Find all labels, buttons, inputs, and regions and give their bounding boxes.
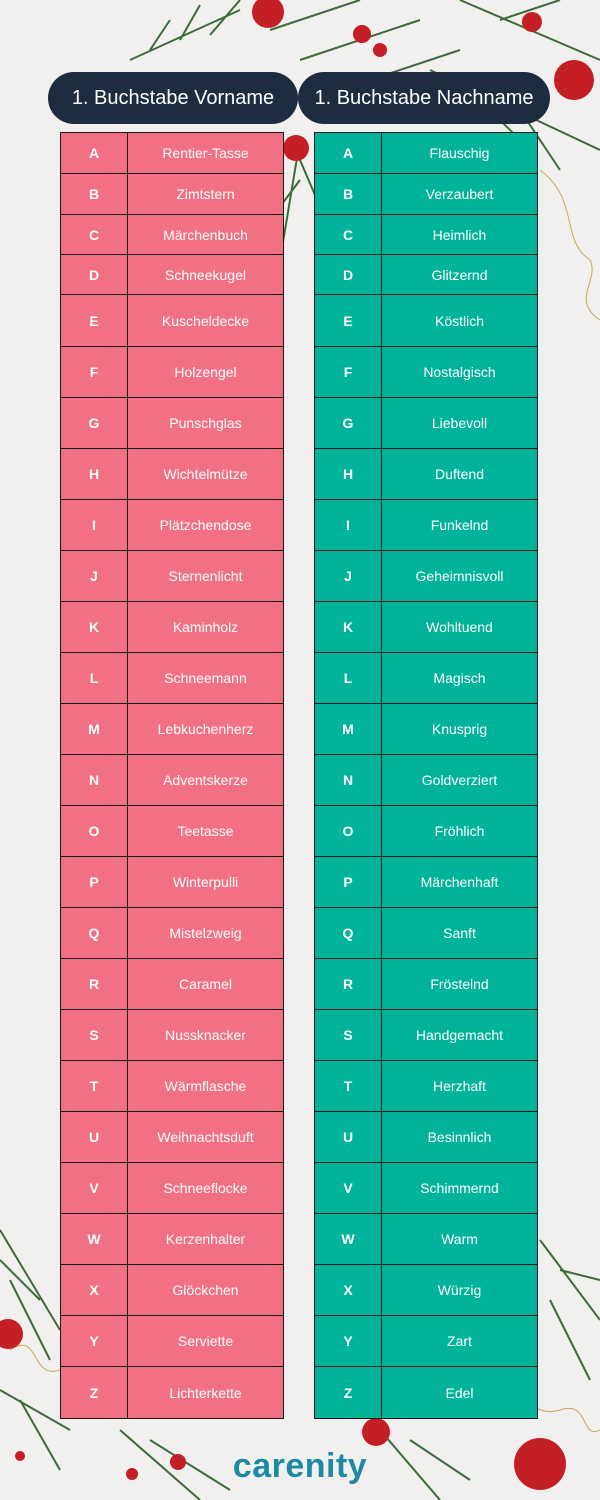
last-name-word-cell: Zart bbox=[382, 1316, 537, 1366]
last-name-letter-cell: M bbox=[315, 704, 382, 754]
first-name-word-cell: Kaminholz bbox=[128, 602, 283, 652]
table-row bbox=[61, 704, 283, 755]
first-name-word-cell: Schneekugel bbox=[128, 255, 283, 294]
last-name-word-cell: Nostalgisch bbox=[382, 347, 537, 397]
last-name-word-cell: Wohltuend bbox=[382, 602, 537, 652]
last-name-letter-cell: J bbox=[315, 551, 382, 601]
first-name-letter-cell: P bbox=[61, 857, 128, 907]
table-row bbox=[315, 908, 537, 959]
last-name-letter-cell: I bbox=[315, 500, 382, 550]
last-name-letter-cell: H bbox=[315, 449, 382, 499]
last-name-letter-cell: R bbox=[315, 959, 382, 1009]
first-name-letter-cell: A bbox=[61, 133, 128, 173]
first-name-word-cell: Caramel bbox=[128, 959, 283, 1009]
first-name-letter-cell: S bbox=[61, 1010, 128, 1060]
table-row bbox=[315, 133, 537, 174]
table-row bbox=[315, 255, 537, 295]
last-name-letter-cell: Z bbox=[315, 1367, 382, 1418]
table-row bbox=[315, 755, 537, 806]
last-name-letter-cell: L bbox=[315, 653, 382, 703]
last-name-letter-cell: A bbox=[315, 133, 382, 173]
table-row bbox=[61, 551, 283, 602]
first-name-table bbox=[60, 132, 284, 1419]
first-name-word-cell: Adventskerze bbox=[128, 755, 283, 805]
first-name-word-cell: Mistelzweig bbox=[128, 908, 283, 958]
last-name-letter-cell: C bbox=[315, 215, 382, 254]
table-row bbox=[315, 1214, 537, 1265]
first-name-word-cell: Wärmflasche bbox=[128, 1061, 283, 1111]
last-name-word-cell: Köstlich bbox=[382, 295, 537, 346]
first-name-letter-cell: O bbox=[61, 806, 128, 856]
first-name-letter-cell: G bbox=[61, 398, 128, 448]
last-name-letter-cell: D bbox=[315, 255, 382, 294]
first-name-word-cell: Glöckchen bbox=[128, 1265, 283, 1315]
first-name-letter-cell: W bbox=[61, 1214, 128, 1264]
first-name-letter-cell: M bbox=[61, 704, 128, 754]
first-name-word-cell: Winterpulli bbox=[128, 857, 283, 907]
first-name-letter-cell: I bbox=[61, 500, 128, 550]
last-name-letter-cell: E bbox=[315, 295, 382, 346]
table-row bbox=[61, 959, 283, 1010]
last-name-table bbox=[314, 132, 538, 1419]
last-name-letter-cell: K bbox=[315, 602, 382, 652]
first-name-word-cell: Serviette bbox=[128, 1316, 283, 1366]
last-name-word-cell: Märchenhaft bbox=[382, 857, 537, 907]
last-name-word-cell: Fröhlich bbox=[382, 806, 537, 856]
last-name-word-cell: Funkelnd bbox=[382, 500, 537, 550]
last-name-word-cell: Handgemacht bbox=[382, 1010, 537, 1060]
last-name-letter-cell: W bbox=[315, 1214, 382, 1264]
last-name-letter-cell: G bbox=[315, 398, 382, 448]
last-name-word-cell: Schimmernd bbox=[382, 1163, 537, 1213]
first-name-letter-cell: U bbox=[61, 1112, 128, 1162]
table-row bbox=[61, 806, 283, 857]
table-row bbox=[315, 959, 537, 1010]
first-name-word-cell: Wichtelmütze bbox=[128, 449, 283, 499]
table-row bbox=[61, 755, 283, 806]
table-row bbox=[61, 908, 283, 959]
first-name-word-cell: Teetasse bbox=[128, 806, 283, 856]
first-name-letter-cell: J bbox=[61, 551, 128, 601]
first-name-word-cell: Nussknacker bbox=[128, 1010, 283, 1060]
table-row bbox=[315, 500, 537, 551]
last-name-word-cell: Besinnlich bbox=[382, 1112, 537, 1162]
first-name-word-cell: Sternenlicht bbox=[128, 551, 283, 601]
last-name-word-cell: Warm bbox=[382, 1214, 537, 1264]
last-name-letter-cell: O bbox=[315, 806, 382, 856]
first-name-letter-cell: Y bbox=[61, 1316, 128, 1366]
last-name-word-cell: Fröstelnd bbox=[382, 959, 537, 1009]
table-row bbox=[315, 1010, 537, 1061]
first-name-word-cell: Punschglas bbox=[128, 398, 283, 448]
first-name-letter-cell: T bbox=[61, 1061, 128, 1111]
table-row bbox=[61, 255, 283, 295]
first-name-letter-cell: D bbox=[61, 255, 128, 294]
table-row bbox=[315, 215, 537, 255]
last-name-letter-cell: X bbox=[315, 1265, 382, 1315]
first-name-word-cell: Rentier-Tasse bbox=[128, 133, 283, 173]
last-name-word-cell: Geheimnisvoll bbox=[382, 551, 537, 601]
table-row bbox=[61, 1163, 283, 1214]
last-name-letter-cell: P bbox=[315, 857, 382, 907]
table-row bbox=[61, 295, 283, 347]
table-row bbox=[315, 449, 537, 500]
last-name-word-cell: Glitzernd bbox=[382, 255, 537, 294]
last-name-letter-cell: S bbox=[315, 1010, 382, 1060]
first-name-letter-cell: R bbox=[61, 959, 128, 1009]
table-row bbox=[61, 1265, 283, 1316]
last-name-letter-cell: F bbox=[315, 347, 382, 397]
table-row bbox=[61, 1010, 283, 1061]
first-name-letter-cell: Q bbox=[61, 908, 128, 958]
table-row bbox=[315, 551, 537, 602]
first-name-letter-cell: V bbox=[61, 1163, 128, 1213]
first-name-word-cell: Kuscheldecke bbox=[128, 295, 283, 346]
table-row bbox=[61, 1214, 283, 1265]
table-row bbox=[61, 857, 283, 908]
first-name-letter-cell: H bbox=[61, 449, 128, 499]
last-name-word-cell: Goldverziert bbox=[382, 755, 537, 805]
last-name-word-cell: Heimlich bbox=[382, 215, 537, 254]
table-row bbox=[61, 653, 283, 704]
first-name-letter-cell: Z bbox=[61, 1367, 128, 1418]
last-name-word-cell: Edel bbox=[382, 1367, 537, 1418]
first-name-word-cell: Zimtstern bbox=[128, 174, 283, 214]
last-name-word-cell: Verzaubert bbox=[382, 174, 537, 214]
last-name-word-cell: Liebevoll bbox=[382, 398, 537, 448]
first-name-letter-cell: B bbox=[61, 174, 128, 214]
table-row bbox=[61, 602, 283, 653]
table-row bbox=[315, 1061, 537, 1112]
table-row bbox=[61, 1367, 283, 1418]
table-row bbox=[61, 133, 283, 174]
first-name-word-cell: Lichterkette bbox=[128, 1367, 283, 1418]
last-name-word-cell: Flauschig bbox=[382, 133, 537, 173]
first-name-letter-cell: X bbox=[61, 1265, 128, 1315]
table-row bbox=[315, 1316, 537, 1367]
table-row bbox=[61, 215, 283, 255]
table-row bbox=[315, 806, 537, 857]
table-row bbox=[61, 500, 283, 551]
first-name-word-cell: Plätzchendose bbox=[128, 500, 283, 550]
last-name-letter-cell: Q bbox=[315, 908, 382, 958]
table-row bbox=[315, 704, 537, 755]
first-name-word-cell: Schneemann bbox=[128, 653, 283, 703]
header-last-name: 1. Buchstabe Nachname bbox=[298, 72, 550, 124]
table-row bbox=[315, 398, 537, 449]
first-name-word-cell: Schneeflocke bbox=[128, 1163, 283, 1213]
last-name-letter-cell: T bbox=[315, 1061, 382, 1111]
header-first-name: 1. Buchstabe Vorname bbox=[48, 72, 298, 124]
table-row bbox=[315, 1367, 537, 1418]
table-row bbox=[315, 857, 537, 908]
table-row bbox=[315, 653, 537, 704]
last-name-word-cell: Knusprig bbox=[382, 704, 537, 754]
last-name-word-cell: Sanft bbox=[382, 908, 537, 958]
table-row bbox=[315, 174, 537, 215]
first-name-word-cell: Weihnachtsduft bbox=[128, 1112, 283, 1162]
table-row bbox=[315, 1265, 537, 1316]
table-row bbox=[61, 347, 283, 398]
first-name-word-cell: Märchenbuch bbox=[128, 215, 283, 254]
first-name-letter-cell: F bbox=[61, 347, 128, 397]
table-row bbox=[61, 174, 283, 215]
last-name-word-cell: Würzig bbox=[382, 1265, 537, 1315]
last-name-word-cell: Magisch bbox=[382, 653, 537, 703]
last-name-letter-cell: U bbox=[315, 1112, 382, 1162]
last-name-word-cell: Duftend bbox=[382, 449, 537, 499]
table-row bbox=[61, 1112, 283, 1163]
table-row bbox=[61, 1316, 283, 1367]
last-name-letter-cell: N bbox=[315, 755, 382, 805]
table-row bbox=[61, 449, 283, 500]
first-name-letter-cell: C bbox=[61, 215, 128, 254]
first-name-word-cell: Kerzenhalter bbox=[128, 1214, 283, 1264]
first-name-word-cell: Holzengel bbox=[128, 347, 283, 397]
carenity-logo: caren ity bbox=[232, 1446, 368, 1485]
table-row bbox=[315, 347, 537, 398]
last-name-letter-cell: Y bbox=[315, 1316, 382, 1366]
first-name-word-cell: Lebkuchenherz bbox=[128, 704, 283, 754]
last-name-letter-cell: B bbox=[315, 174, 382, 214]
last-name-word-cell: Herzhaft bbox=[382, 1061, 537, 1111]
table-row bbox=[315, 1163, 537, 1214]
first-name-letter-cell: L bbox=[61, 653, 128, 703]
table-row bbox=[61, 1061, 283, 1112]
table-row bbox=[315, 295, 537, 347]
first-name-letter-cell: K bbox=[61, 602, 128, 652]
table-row bbox=[315, 602, 537, 653]
table-row bbox=[61, 398, 283, 449]
first-name-letter-cell: E bbox=[61, 295, 128, 346]
table-row bbox=[315, 1112, 537, 1163]
last-name-letter-cell: V bbox=[315, 1163, 382, 1213]
first-name-letter-cell: N bbox=[61, 755, 128, 805]
